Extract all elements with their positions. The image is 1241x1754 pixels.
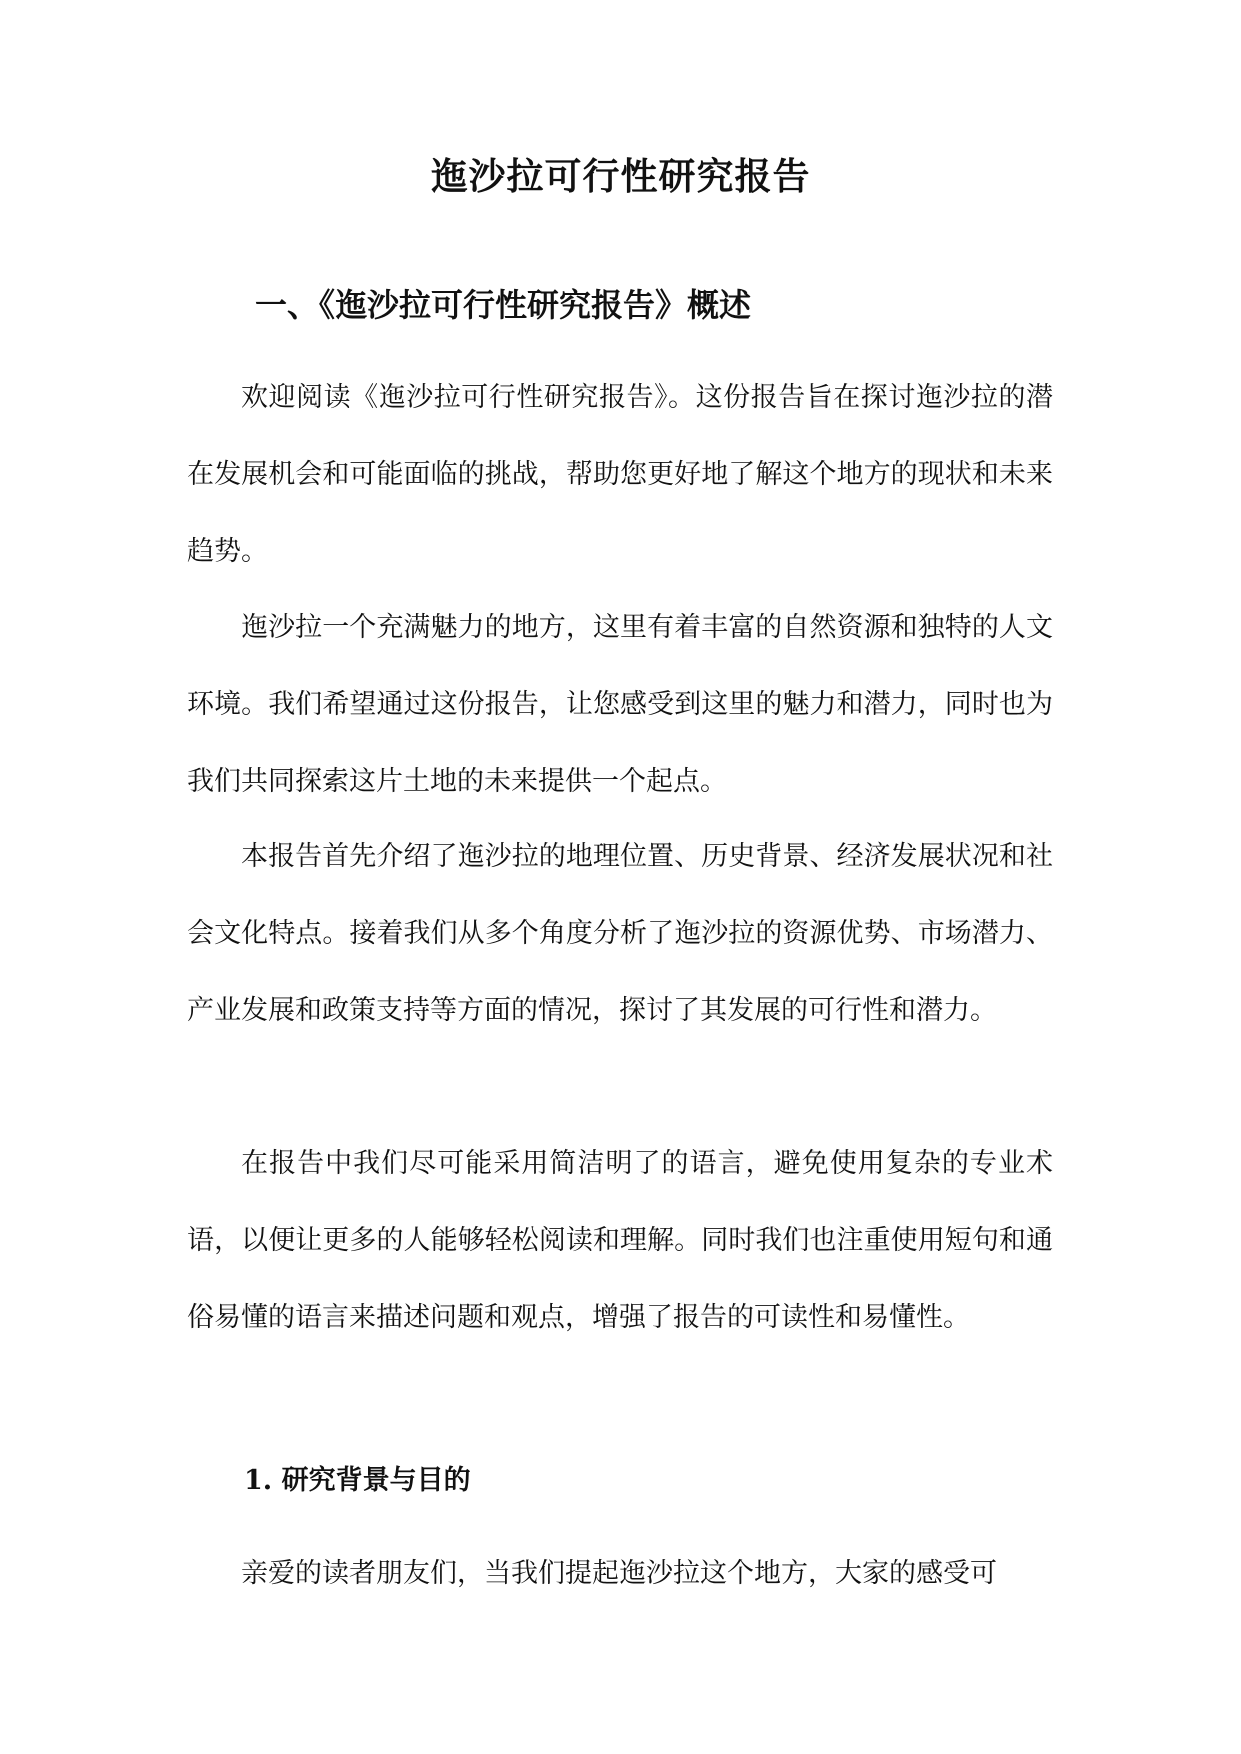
paragraph-language: 在报告中我们尽可能采用简洁明了的语言，避免使用复杂的专业术语，以便让更多的人能够轻松阅读和理解。同时我们也注重使用短句和通俗易懂的语言来描述问题和观点，增强了报告的可读性和易懂性。 <box>187 1148 1053 1333</box>
paragraph-charm: 迤沙拉一个充满魅力的地方，这里有着丰富的自然资源和独特的人文环境。我们希望通过这份报告，让您感受到这里的魅力和潜力，同时也为我们共同探索这片土地的未来提供一个起点。 <box>187 612 1053 797</box>
paragraph-intro: 欢迎阅读《迤沙拉可行性研究报告》。这份报告旨在探讨迤沙拉的潜在发展机会和可能面临的挑战，帮助您更好地了解这个地方的现状和未来趋势。 <box>187 382 1053 567</box>
paragraph-contents: 本报告首先介绍了迤沙拉的地理位置、历史背景、经济发展状况和社会文化特点。接着我们从多个角度分析了迤沙拉的资源优势、市场潜力、产业发展和政策支持等方面的情况，探讨了其发展的可行性和潜力。 <box>187 841 1053 1026</box>
document-title: 迤沙拉可行性研究报告 <box>430 154 811 198</box>
paragraph-background: 亲爱的读者朋友们，当我们提起迤沙拉这个地方，大家的感受可 <box>241 1558 997 1589</box>
subsection-heading: 1. 研究背景与目的 <box>244 1465 471 1496</box>
section-heading: 一、《迤沙拉可行性研究报告》概述 <box>255 286 752 324</box>
